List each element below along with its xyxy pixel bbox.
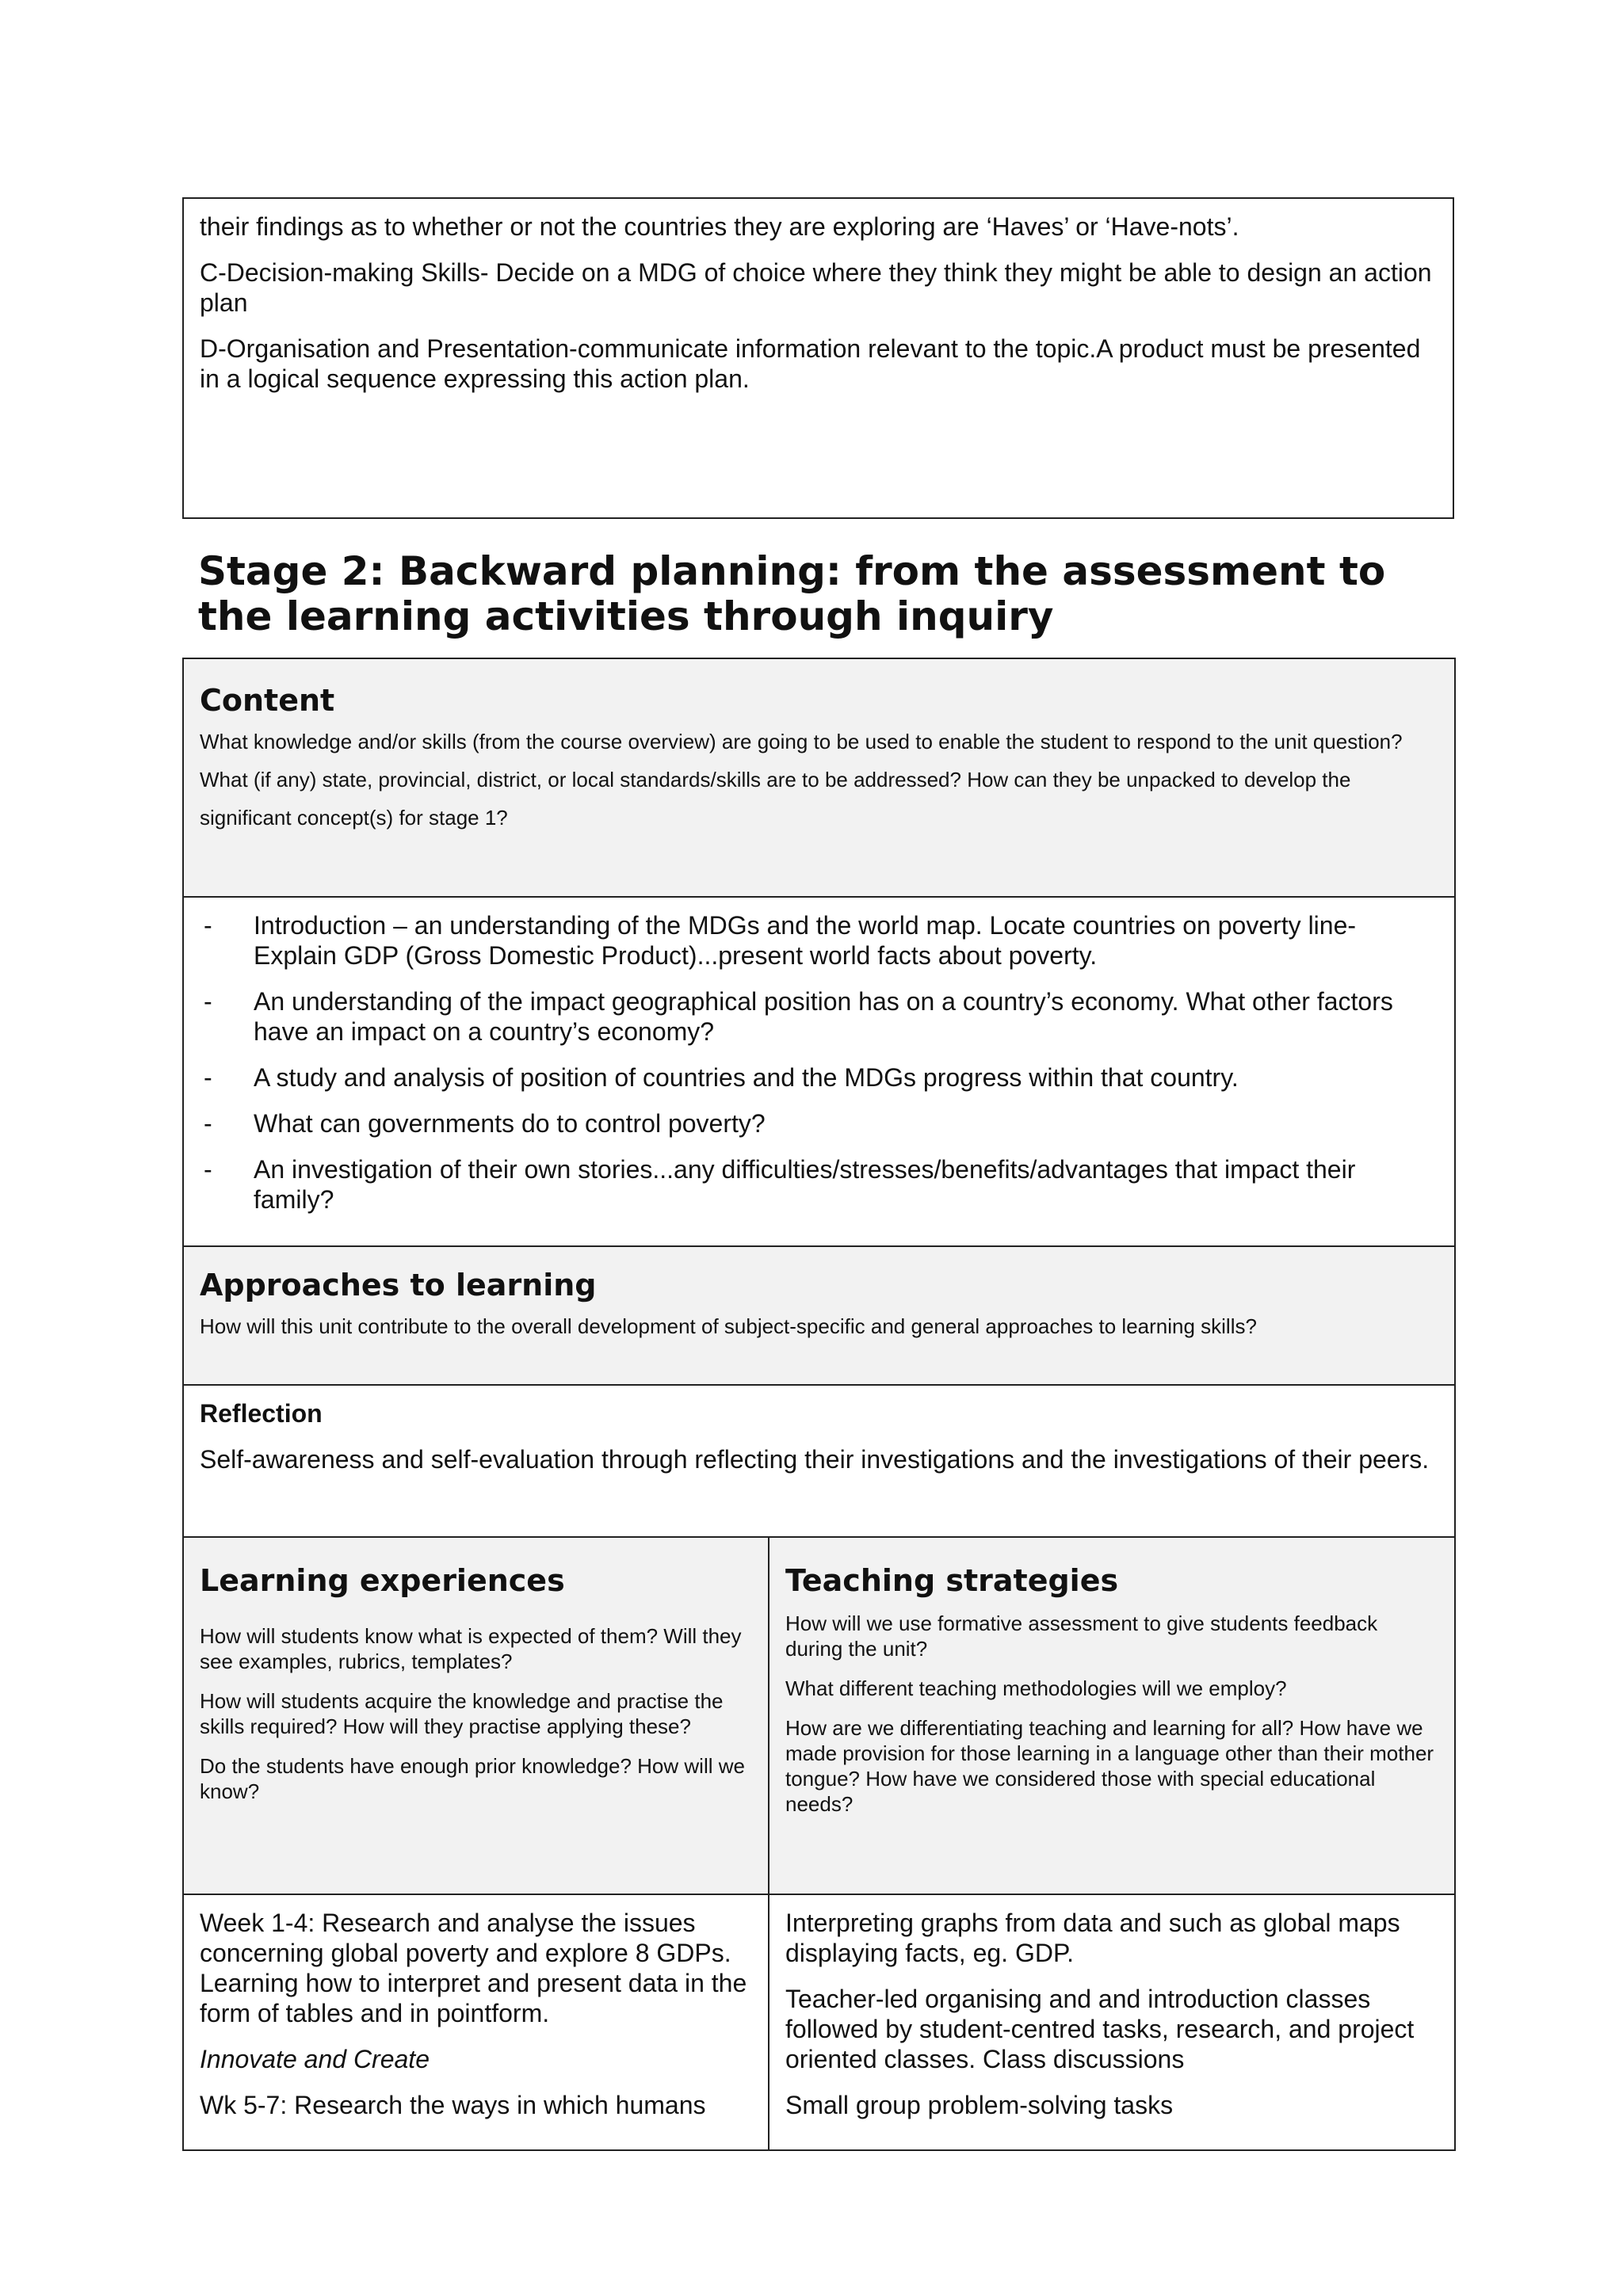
teaching-strategy-item: Interpreting graphs from data and such as global maps displaying facts, eg. GDP. — [785, 1909, 1400, 1967]
dash-bullet: - — [204, 911, 212, 940]
learning-question: How will students acquire the knowledge and practise the skills required? How will they practise applying these? — [200, 1689, 724, 1738]
teaching-strategy-item: Small group problem-solving tasks — [785, 2091, 1174, 2119]
teaching-strategies-header-cell — [769, 1537, 1455, 1894]
learning-question: How will students know what is expected of them? Will they see examples, rubrics, templates? — [200, 1624, 742, 1673]
reflection-cell — [183, 1385, 1455, 1537]
teaching-question: What different teaching methodologies will we employ? — [785, 1676, 1287, 1700]
stage-2-title: Stage 2: Backward planning: from the assessment to the learning activities through inquiry — [198, 548, 1386, 639]
learning-question: Do the students have enough prior knowledge? How will we know? — [200, 1754, 745, 1803]
content-item-text: An investigation of their own stories...any difficulties/stresses/benefits/advantages that impact their family? — [254, 1155, 1356, 1214]
dash-bullet: - — [204, 1109, 212, 1138]
reflection-text: Self-awareness and self-evaluation through reflecting their investigations and the investigations of their peers. — [200, 1445, 1430, 1474]
content-item — [200, 1062, 1438, 1093]
approaches-question: How will this unit contribute to the overall development of subject-specific and general approaches to learning skills? — [200, 1314, 1257, 1338]
criterion-d-text: D-Organisation and Presentation-communicate information relevant to the topic.A product must be presented in a logical sequence expressing this action plan. — [200, 334, 1421, 393]
content-item — [200, 1154, 1438, 1215]
content-item — [200, 910, 1438, 971]
assessment-criteria-box — [182, 197, 1454, 519]
learning-week-5-7: Wk 5-7: Research the ways in which humans — [200, 2091, 706, 2119]
content-header-cell — [183, 658, 1455, 897]
content-items-cell — [183, 897, 1455, 1246]
stage-2-planning-table — [182, 658, 1456, 2151]
content-item — [200, 1108, 1438, 1138]
content-heading: Content — [200, 683, 335, 718]
teaching-strategy-item: Teacher-led organising and and introduction classes followed by student-centred tasks, research, and project oriented classes. Class discussions — [785, 1985, 1415, 2073]
dash-bullet: - — [204, 1155, 212, 1184]
content-item-text: Introduction – an understanding of the MDGs and the world map. Locate countries on poverty line- Explain GDP (Gross Domestic Product)...present world facts about poverty. — [254, 911, 1357, 970]
content-question-2: What (if any) state, provincial, district, or local standards/skills are to be addressed? How can they be unpacked to develop the significant concept(s) for stage 1? — [200, 768, 1351, 830]
teaching-question: How will we use formative assessment to give students feedback during the unit? — [785, 1611, 1378, 1661]
learning-innovate-create: Innovate and Create — [200, 2045, 430, 2073]
content-item-text: A study and analysis of position of countries and the MDGs progress within that country. — [254, 1063, 1239, 1092]
approaches-cell — [183, 1246, 1455, 1385]
content-item — [200, 986, 1438, 1047]
learning-experiences-header-cell — [183, 1537, 769, 1894]
teaching-strategies-questions — [785, 1611, 1438, 1817]
criterion-c-text: C-Decision-making Skills- Decide on a MDG of choice where they think they might be able to design an action plan — [200, 258, 1432, 317]
dash-bullet: - — [204, 1063, 212, 1092]
reflection-heading: Reflection — [200, 1399, 323, 1428]
content-item-text: What can governments do to control poverty? — [254, 1109, 766, 1138]
dash-bullet: - — [204, 987, 212, 1016]
learning-experiences-heading: Learning experiences — [200, 1563, 565, 1598]
content-items-list — [200, 910, 1438, 1215]
teaching-question: How are we differentiating teaching and learning for all? How have we made provision for those learning in a language other than their mother tongue? How have we considered those with special educational needs? — [785, 1716, 1434, 1816]
learning-week-1-4: Week 1-4: Research and analyse the issues concerning global poverty and explore 8 GDPs. Learning how to interpret and present data in the form of tables and in pointform. — [200, 1909, 747, 2027]
teaching-strategies-heading: Teaching strategies — [785, 1563, 1119, 1598]
approaches-heading: Approaches to learning — [200, 1268, 597, 1302]
content-question-1: What knowledge and/or skills (from the course overview) are going to be used to enable the student to respond to the unit question? — [200, 730, 1403, 753]
teaching-strategies-content-cell — [769, 1894, 1455, 2150]
learning-experiences-content-cell — [183, 1894, 769, 2150]
learning-experiences-questions — [200, 1623, 752, 1804]
content-item-text: An understanding of the impact geographical position has on a country’s economy. What other factors have an impact on a country’s economy? — [254, 987, 1393, 1046]
criteria-continuation-text: their findings as to whether or not the countries they are exploring are ‘Haves’ or ‘Have-nots’. — [200, 212, 1239, 241]
